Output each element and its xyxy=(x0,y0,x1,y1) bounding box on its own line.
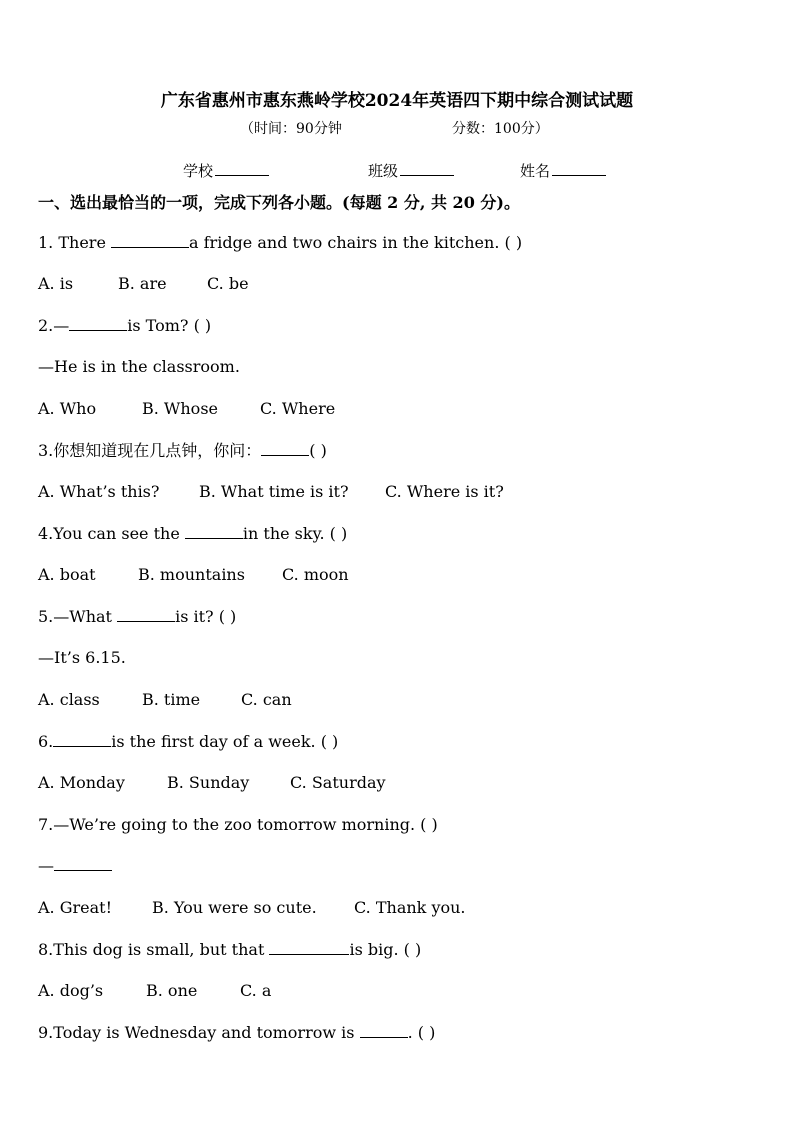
option-a[interactable]: A. Monday xyxy=(38,773,125,792)
options-2 xyxy=(38,399,336,419)
option-c[interactable]: C. Where xyxy=(260,399,336,418)
option-c[interactable]: C. a xyxy=(240,981,272,1000)
option-c[interactable]: C. Saturday xyxy=(290,773,386,792)
exam-title: 广东省惠州市惠东燕岭学校2024年英语四下期中综合测试试题 xyxy=(160,91,634,111)
options-7 xyxy=(38,898,466,918)
options-3 xyxy=(38,482,504,502)
school-field[interactable] xyxy=(183,160,269,181)
school-label: 学校 xyxy=(183,162,214,180)
option-a[interactable]: A. boat xyxy=(38,565,96,584)
option-a[interactable]: A. Who xyxy=(38,399,97,418)
option-c[interactable]: C. Where is it? xyxy=(385,482,504,501)
option-a[interactable]: A. class xyxy=(38,690,100,709)
question-5: 5.—What is it? ( ) xyxy=(38,607,237,626)
class-field[interactable] xyxy=(368,160,454,181)
options-1 xyxy=(38,274,249,294)
answer-blank[interactable] xyxy=(69,329,127,331)
name-field[interactable] xyxy=(520,160,606,181)
answer-blank[interactable] xyxy=(54,869,112,871)
reply-2: —He is in the classroom. xyxy=(38,357,240,376)
option-b[interactable]: B. are xyxy=(118,274,167,293)
options-5 xyxy=(38,690,292,710)
option-b[interactable]: B. You were so cute. xyxy=(152,898,317,917)
name-label: 姓名 xyxy=(520,162,551,180)
answer-blank[interactable] xyxy=(111,246,189,248)
question-7: 7.—We’re going to the zoo tomorrow morning. ( ) xyxy=(38,815,438,834)
options-6 xyxy=(38,773,386,793)
question-8: 8.This dog is small, but that is big. ( ) xyxy=(38,940,422,959)
reply-7: — xyxy=(38,856,112,876)
option-a[interactable]: A. Great! xyxy=(38,898,113,917)
option-c[interactable]: C. moon xyxy=(282,565,349,584)
option-a[interactable]: A. dog’s xyxy=(38,981,104,1000)
answer-blank[interactable] xyxy=(185,537,243,539)
option-b[interactable]: B. What time is it? xyxy=(199,482,349,501)
question-6: 6. is the first day of a week. ( ) xyxy=(38,732,339,751)
school-blank[interactable] xyxy=(215,174,269,176)
section-title: 一、选出最恰当的一项，完成下列各小题。(每题 2 分, 共 20 分)。 xyxy=(38,193,520,212)
option-c[interactable]: C. can xyxy=(241,690,292,709)
question-9: 9.Today is Wednesday and tomorrow is . ( ) xyxy=(38,1023,436,1042)
answer-blank[interactable] xyxy=(269,953,349,955)
name-blank[interactable] xyxy=(552,174,606,176)
option-c[interactable]: C. Thank you. xyxy=(354,898,466,917)
question-3: 3.你想知道现在几点钟，你问： ( ) xyxy=(38,441,327,460)
question-4: 4.You can see the in the sky. ( ) xyxy=(38,524,348,543)
option-b[interactable]: B. one xyxy=(146,981,198,1000)
exam-score: 分数：100分） xyxy=(452,121,549,137)
option-a[interactable]: A. is xyxy=(38,274,74,293)
answer-blank[interactable] xyxy=(360,1036,408,1038)
options-4 xyxy=(38,565,349,585)
answer-blank[interactable] xyxy=(261,454,309,456)
answer-blank[interactable] xyxy=(53,745,111,747)
reply-5: —It’s 6.15. xyxy=(38,648,126,667)
option-b[interactable]: B. time xyxy=(142,690,201,709)
answer-blank[interactable] xyxy=(117,620,175,622)
option-b[interactable]: B. Sunday xyxy=(167,773,250,792)
exam-time: （时间：90分钟 xyxy=(240,121,342,137)
class-blank[interactable] xyxy=(400,174,454,176)
question-1: 1. There a fridge and two chairs in the kitchen. ( ) xyxy=(38,233,523,252)
options-8 xyxy=(38,981,272,1001)
option-a[interactable]: A. What’s this? xyxy=(38,482,160,501)
option-b[interactable]: B. mountains xyxy=(138,565,245,584)
class-label: 班级 xyxy=(368,162,399,180)
option-c[interactable]: C. be xyxy=(207,274,249,293)
option-b[interactable]: B. Whose xyxy=(142,399,218,418)
question-2: 2.— is Tom? ( ) xyxy=(38,316,212,335)
